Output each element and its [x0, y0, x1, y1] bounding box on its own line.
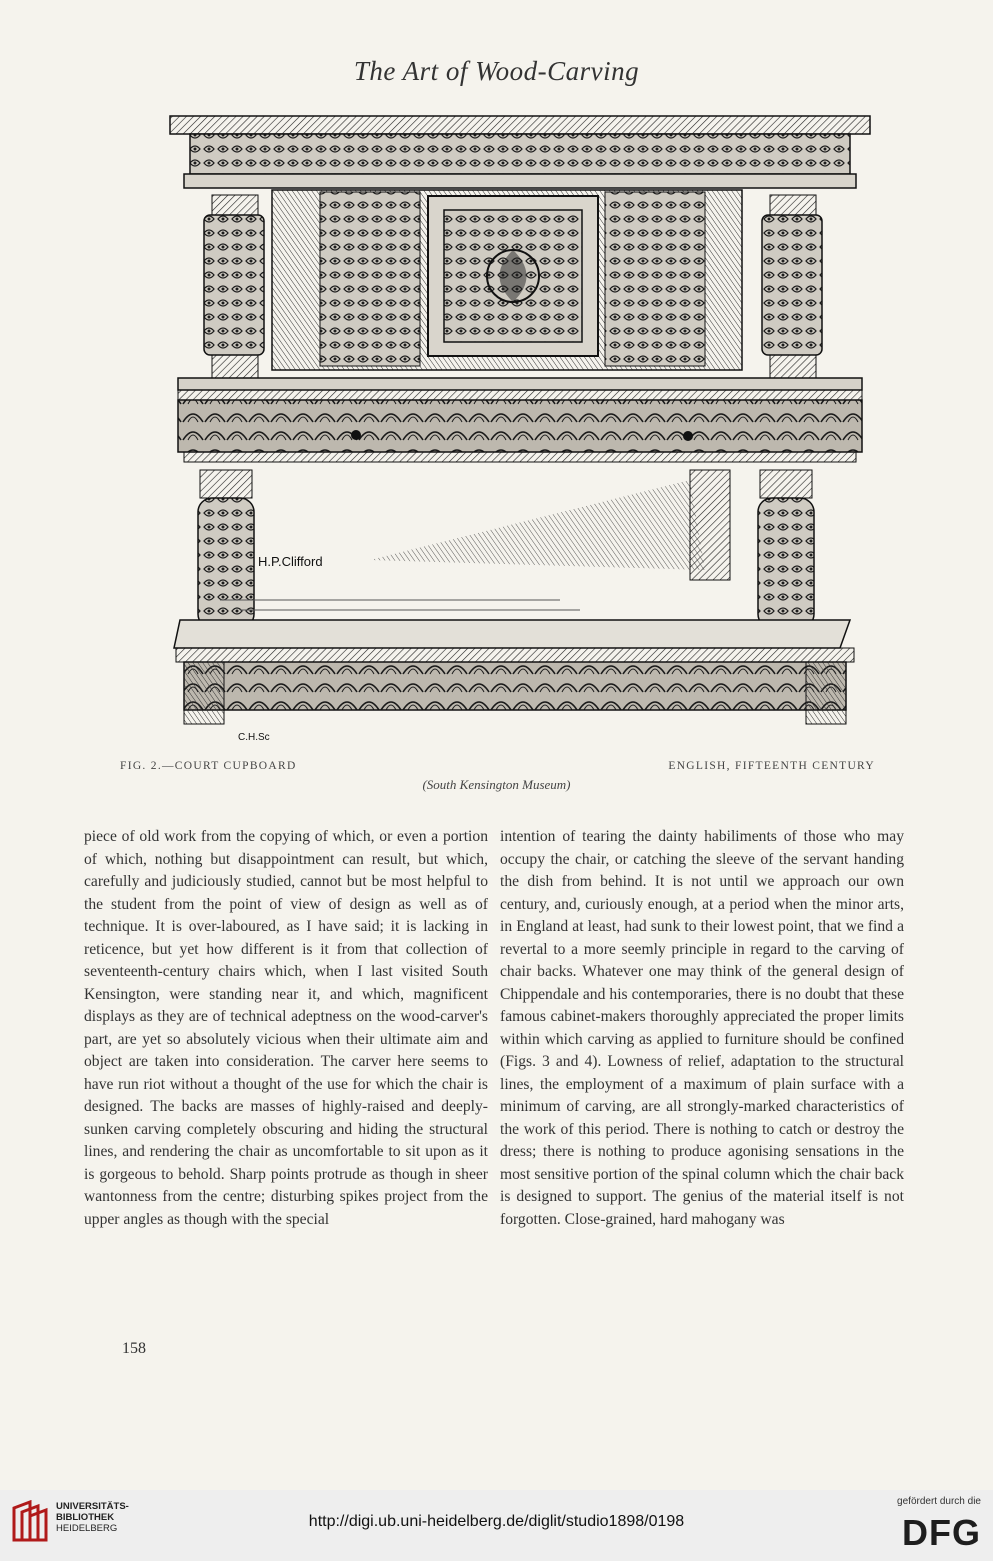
library-name-line: HEIDELBERG [56, 1523, 118, 1534]
library-name-line: BIBLIOTHEK [56, 1512, 115, 1523]
permalink-url[interactable]: http://digi.ub.uni-heidelberg.de/diglit/studio1898/0198 [308, 1513, 685, 1530]
library-name-line: UNIVERSITÄTS- [56, 1501, 129, 1512]
text-column-left [84, 826, 488, 1231]
body-paragraph: piece of old work from the copying of which, or even a portion of which, nothing but disappointment can result, but which, carefully and judiciously studied, cannot but be most helpful to the student from the point of view of design as well as of technique. It is over-laboured, as I have said; it is lacking in reticence, but yet how different is it from that collection of seventeenth-century chairs which, when I last visited South Kensington, were standing near it, and which, magnificent displays as they are of technical adeptness on the wood-carver's part, are yet so absolutely vicious when their ultimate aim and object are taken into consideration. The carver here seems to have run riot without a thought of the use for which the chair is designed. The backs are masses of highly-raised and deeply-sunken carving completely obscuring and hiding the structural lines, and rendering the chair as uncomfortable to sit upon as it is gorgeous to behold. Sharp points protrude as though in sheer wantonness from the centre; disturbing spikes project from the upper angles as though with the special [84, 828, 488, 1228]
court-cupboard-engraving [160, 100, 880, 750]
text-column-right [500, 826, 904, 1231]
figure-caption-title: FIG. 2.—COURT CUPBOARD [120, 760, 297, 772]
engraver-mark: C.H.Sc [238, 732, 270, 743]
digitization-footer [0, 1490, 993, 1561]
figure-credit: (South Kensington Museum) [422, 777, 571, 792]
figure-caption-period: ENGLISH, FIFTEENTH CENTURY [668, 760, 875, 772]
dfg-logo: DFG [902, 1512, 981, 1553]
funding-note: gefördert durch die [897, 1496, 981, 1507]
running-title: The Art of Wood-Carving [353, 56, 640, 86]
artist-signature: H.P.Clifford [258, 554, 323, 569]
body-paragraph: intention of tearing the dainty habiliments of those who may occupy the chair, or catching the sleeve of the servant handing the dish from behind. It is not until we approach our own century, and, curiously enough, at a period when the minor arts, in England at least, had sunk to their lowest point, that we find a revertal to a more seemly principle in regard to the carving of chair backs. Whatever one may think of the general design of Chippendale and his contemporaries, there is no doubt that these famous cabinet-makers thoroughly appreciated the proper limits within which carving as applied to furniture should be confined (Figs. 3 and 4). Lowness of relief, adaptation to the structural lines, the employment of a maximum of plain surface with a minimum of carving, are all strongly-marked characteristics of the work of this period. There is nothing to catch or destroy the dress; there is nothing to produce agonising sensations in the most sensitive portion of the spinal column which the chair back is designed to support. The genius of the material itself is not forgotten. Close-grained, hard mahogany was [500, 828, 904, 1228]
page-number: 158 [122, 1340, 146, 1357]
